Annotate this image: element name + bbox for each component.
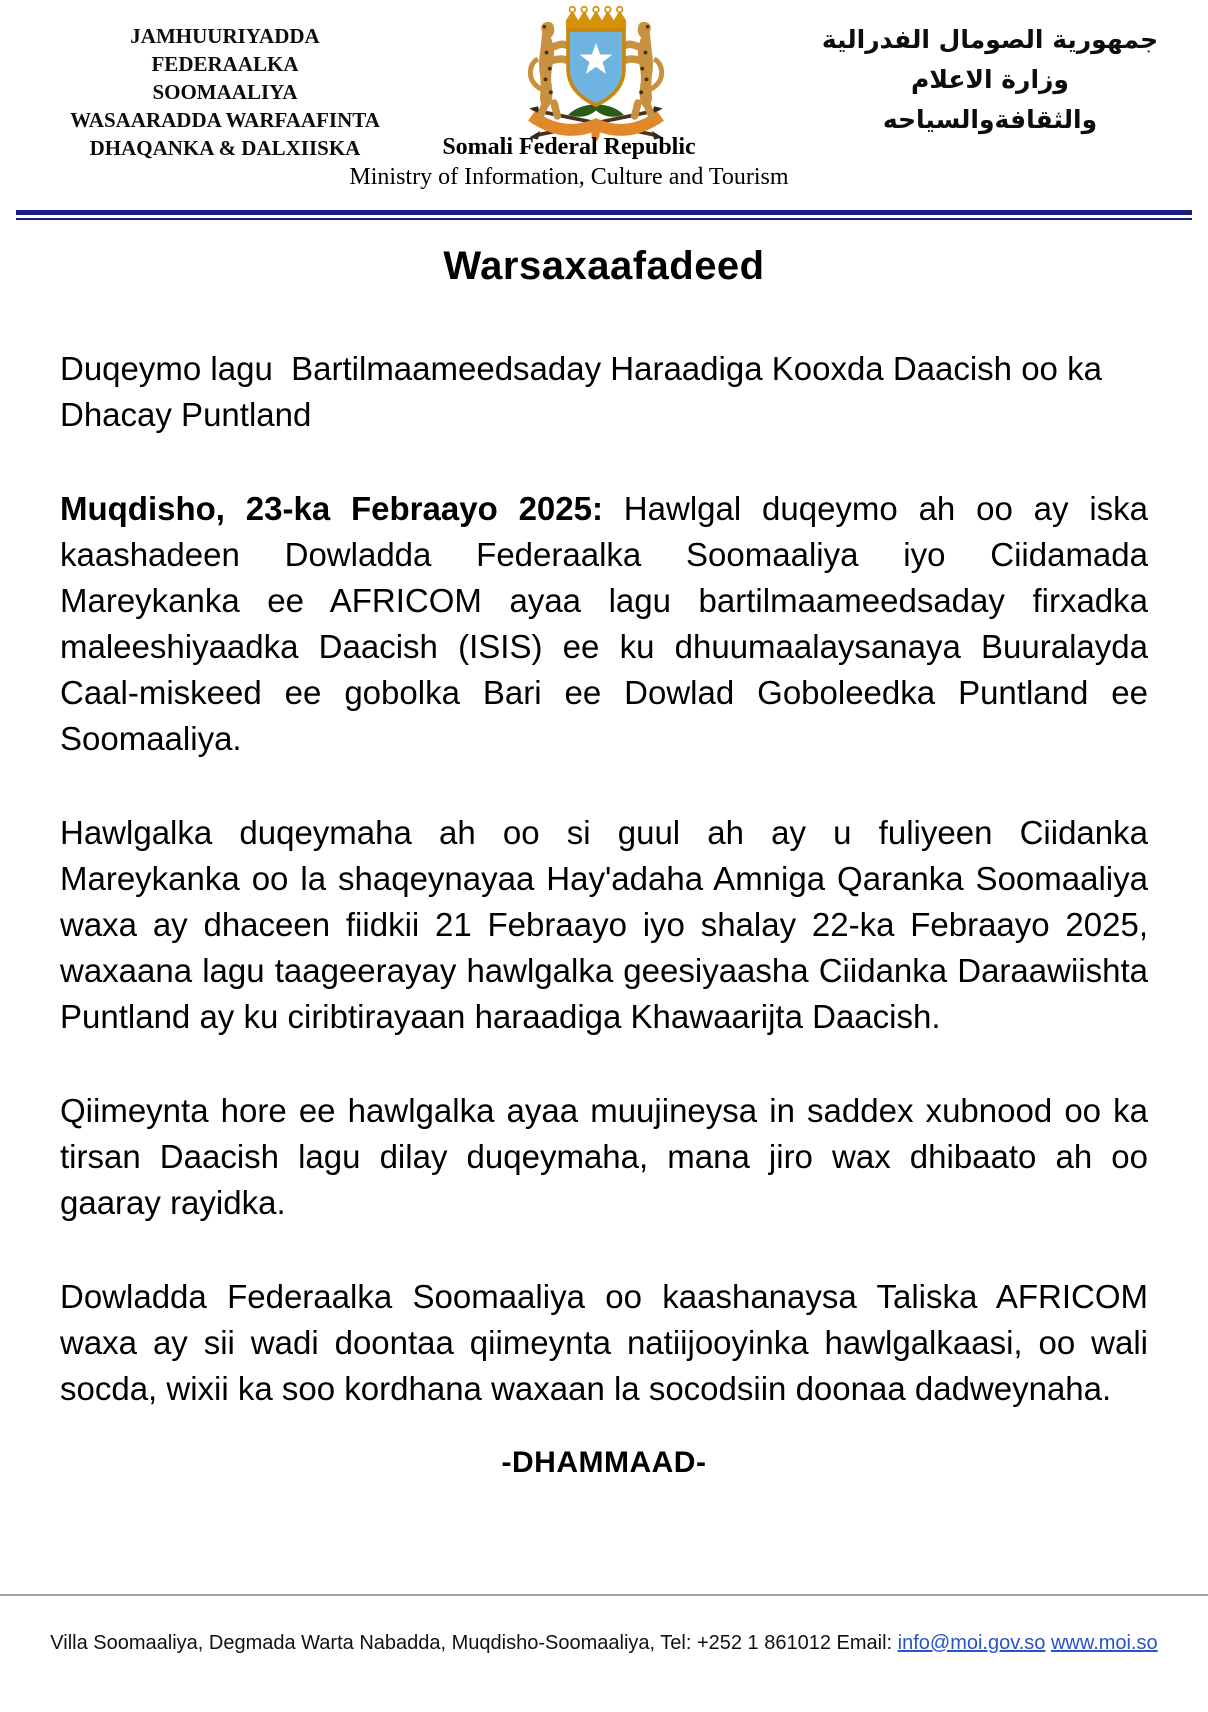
ministry-title-english: Ministry of Information, Culture and Tourism: [349, 164, 789, 190]
footer-website-link[interactable]: www.moi.so: [1050, 1632, 1158, 1654]
footer-contact-line: [0, 1632, 1208, 1655]
navy-double-rule: [16, 210, 1192, 220]
press-release-title: Warsaxaafadeed: [443, 244, 765, 288]
dateline-lead: Muqdisho, 23-ka Febraayo 2025:: [60, 490, 624, 527]
press-release-subtitle: Duqeymo lagu Bartilmaameedsaday Haraadiga Kooxda Daacish oo ka Dhacay Puntland: [60, 350, 1112, 433]
rule-thin-line: [16, 218, 1192, 220]
ministry-name-somali-line: DHAQANKA & DALXIISKA: [89, 136, 361, 160]
paragraph-text: Hawlgal duqeymo ah oo ay iska kaashadeen Dowladda Federaalka Soomaaliya iyo Ciidamada Mareykanka ee AFRICOM ayaa lagu bartilmaameedsaday firxadka maleeshiyaadka Daacish (ISIS) ee ku dhuumaalaysanaya Buuralayda Caal-miskeed ee gobolka Bari ee Dowlad Goboleedka Puntland ee Soomaaliya.: [60, 490, 1149, 757]
body-paragraph: [60, 486, 1148, 762]
ministry-name-arabic-line: وزارة الاعلام: [911, 65, 1069, 94]
paragraph-text: Hawlgalka duqeymaha ah oo si guul ah ay u fuliyeen Ciidanka Mareykanka oo la shaqeynayaa Hay'adaha Amniga Qaranka Soomaaliya waxa ay dhaceen fiidkii 21 Febraayo iyo shalay 22-ka Febraayo 2025, waxaana lagu taageerayay hawlgalka geesiyaasha Ciidanka Daraawiishta Puntland ay ku ciribtirayaan haraadiga Khawaarijta Daacish.: [60, 814, 1148, 1035]
ministry-name-somali-line: SOOMAALIYA: [152, 80, 298, 104]
rule-thick-line: [16, 210, 1192, 215]
footer-address-text: Villa Soomaaliya, Degmada Warta Nabadda, Muqdisho-Soomaaliya, Tel: +252 1 861012 Email:: [50, 1632, 898, 1654]
press-release-body: [0, 242, 1208, 1482]
footer-divider-line: [0, 1594, 1208, 1596]
letterhead: [0, 0, 1208, 208]
ministry-name-somali-line: WASAARADDA WARFAAFINTA: [70, 108, 380, 132]
country-name-english: Somali Federal Republic: [442, 134, 696, 160]
ministry-name-arabic-line: والثقافةوالسياحه: [882, 105, 1098, 134]
paragraph-text: Qiimeynta hore ee hawlgalka ayaa muujineysa in saddex xubnood oo ka tirsan Daacish lagu dilay duqeymaha, mana jiro wax dhibaato ah oo gaaray rayidka.: [60, 1092, 1148, 1221]
body-paragraph: [60, 1088, 1148, 1226]
body-paragraph: [60, 1274, 1148, 1412]
footer: [0, 1594, 1208, 1655]
somalia-coat-of-arms-icon: [510, 4, 682, 149]
paragraph-text: Dowladda Federaalka Soomaaliya oo kaashanaysa Taliska AFRICOM waxa ay sii wadi doontaa qiimeynta natiijooyinka hawlgalkaasi, oo wali socda, wixii ka soo kordhana waxaan la socodsiin doonaa dadweynaha.: [60, 1278, 1148, 1407]
leopard-left: [530, 22, 566, 116]
body-paragraph: [60, 810, 1148, 1040]
ministry-name-english: [0, 132, 1138, 192]
end-mark: -DHAMMAAD-: [501, 1446, 707, 1479]
ministry-name-somali-line: JAMHUURIYADDA FEDERAALKA: [130, 24, 320, 76]
ministry-name-arabic-line: جمهورية الصومال الفدرالية: [821, 25, 1159, 54]
leopard-right: [626, 22, 662, 116]
footer-email-link[interactable]: info@moi.gov.so: [897, 1632, 1046, 1654]
ministry-name-arabic: [820, 20, 1160, 140]
